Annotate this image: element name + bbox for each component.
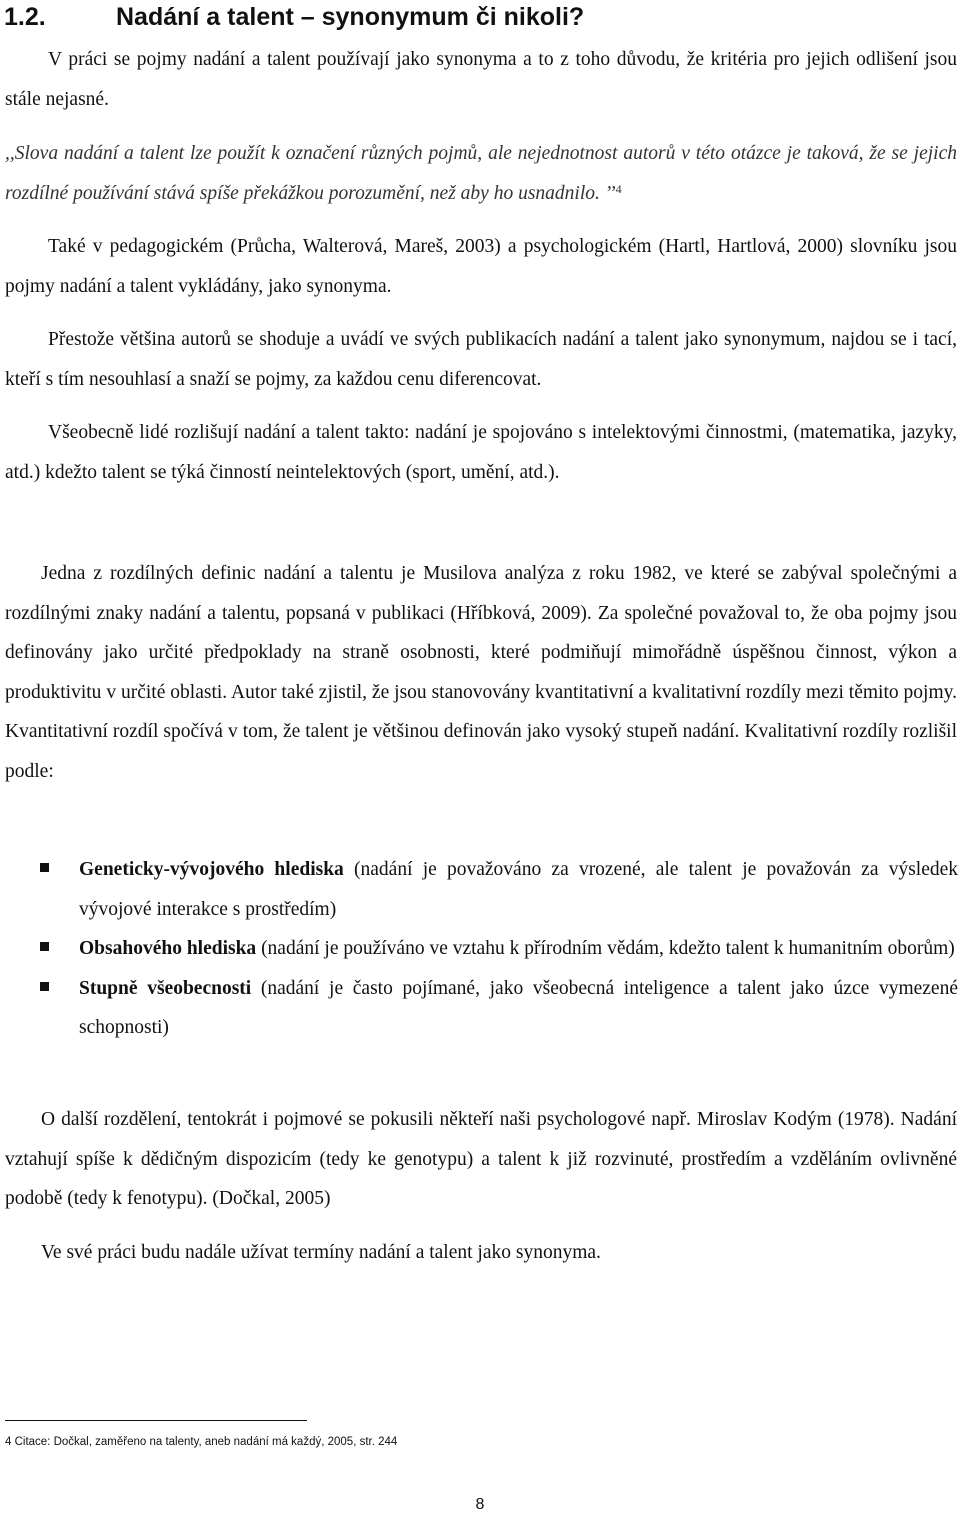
paragraph-dictionaries: Také v pedagogickém (Průcha, Walterová, Mareš, 2003) a psychologickém (Hartl, Hartlová, 2000) slovníku jsou pojmy nadání a talent vykládány, jako synonyma.: [5, 236, 957, 297]
section-title: Nadání a talent – synonymum či nikoli?: [116, 3, 585, 31]
list-item-term: Stupně všeobecnosti: [79, 977, 252, 999]
criteria-list: [40, 850, 958, 1048]
footnote: 4 Citace: Dočkal, zaměřeno na talenty, aneb nadání má každý, 2005, str. 244: [5, 1436, 398, 1448]
list-item-text: (nadání je používáno ve vztahu k přírodním vědám, kdežto talent k humanitním oborům): [256, 938, 955, 959]
list-item: [40, 969, 958, 1048]
square-bullet-icon: [40, 863, 49, 872]
list-item-term: Obsahového hlediska: [79, 938, 257, 959]
section-heading: [4, 2, 584, 32]
footnote-separator: [5, 1420, 307, 1421]
paragraph-conclusion: Ve své práci budu nadále užívat termíny nadání a talent jako synonyma.: [41, 1242, 601, 1263]
paragraph-authors: Přestože většina autorů se shoduje a uvádí ve svých publikacích nadání a talent jako synonymum, najdou se i tací, kteří s tím nesouhlasí a snaží se pojmy, za každou cenu diferencovat.: [5, 329, 957, 390]
quote-text: ,,Slova nadání a talent lze použít k označení různých pojmů, ale nejednotnost autorů v této otázce je taková, že se jejich rozdílné používání stává spíše překážkou porozumění, než aby ho usnadnilo. ’’: [5, 143, 957, 204]
paragraph-kodym: O další rozdělení, tentokrát i pojmové se pokusili někteří naši psychologové např. Miroslav Kodým (1978). Nadání vztahují spíše k dědičným dispozicím (tedy ke genotypu) a talent k již rozvinuté, prostředím a vzděláním ovlivněné podobě (tedy k fenotypu). (Dočkal, 2005): [5, 1109, 957, 1209]
list-item-text: (nadání je často pojímané, jako všeobecná inteligence a talent jako úzce vymezené schopnosti): [79, 977, 958, 1038]
list-item: [40, 850, 958, 929]
list-item: [40, 929, 958, 969]
paragraph-intro: V práci se pojmy nadání a talent používají jako synonyma a to z toho důvodu, že kritéria pro jejich odlišení jsou stále nejasné.: [5, 49, 957, 110]
paragraph-general: Všeobecně lidé rozlišují nadání a talent takto: nadání je spojováno s intelektovými činnostmi, (matematika, jazyky, atd.) kdežto talent se týká činností neintelektových (sport, umění, atd.).: [5, 422, 957, 483]
page-number: 8: [475, 1496, 485, 1513]
footnote-reference: 4: [615, 181, 622, 196]
section-number: 1.2.: [4, 3, 46, 31]
list-item-text: (nadání je považováno za vrozené, ale talent je považován za výsledek vývojové interakce s prostředím): [79, 859, 959, 920]
square-bullet-icon: [40, 982, 49, 991]
paragraph-musil: Jedna z rozdílných definic nadání a talentu je Musilova analýza z roku 1982, ve které se zabýval společnými a rozdílnými znaky nadání a talentu, popsaná v publikaci (Hříbková, 2009). Za společné považoval to, že oba pojmy jsou definovány jako určité předpoklady na straně osobnosti, které podmiňují mimořádně úspěšnou činnost, výkon a produktivitu v určité oblasti. Autor také zjistil, že jsou stanovovány kvantitativní a kvalitativní rozdíly mezi těmito pojmy. Kvantitativní rozdíl spočívá v tom, že talent je většinou definován jako vysoký stupeň nadání. Kvalitativní rozdíly rozlišil podle:: [5, 563, 957, 782]
list-item-term: Geneticky-vývojového hlediska: [79, 859, 344, 880]
quote-paragraph: [5, 134, 957, 213]
square-bullet-icon: [40, 942, 49, 951]
